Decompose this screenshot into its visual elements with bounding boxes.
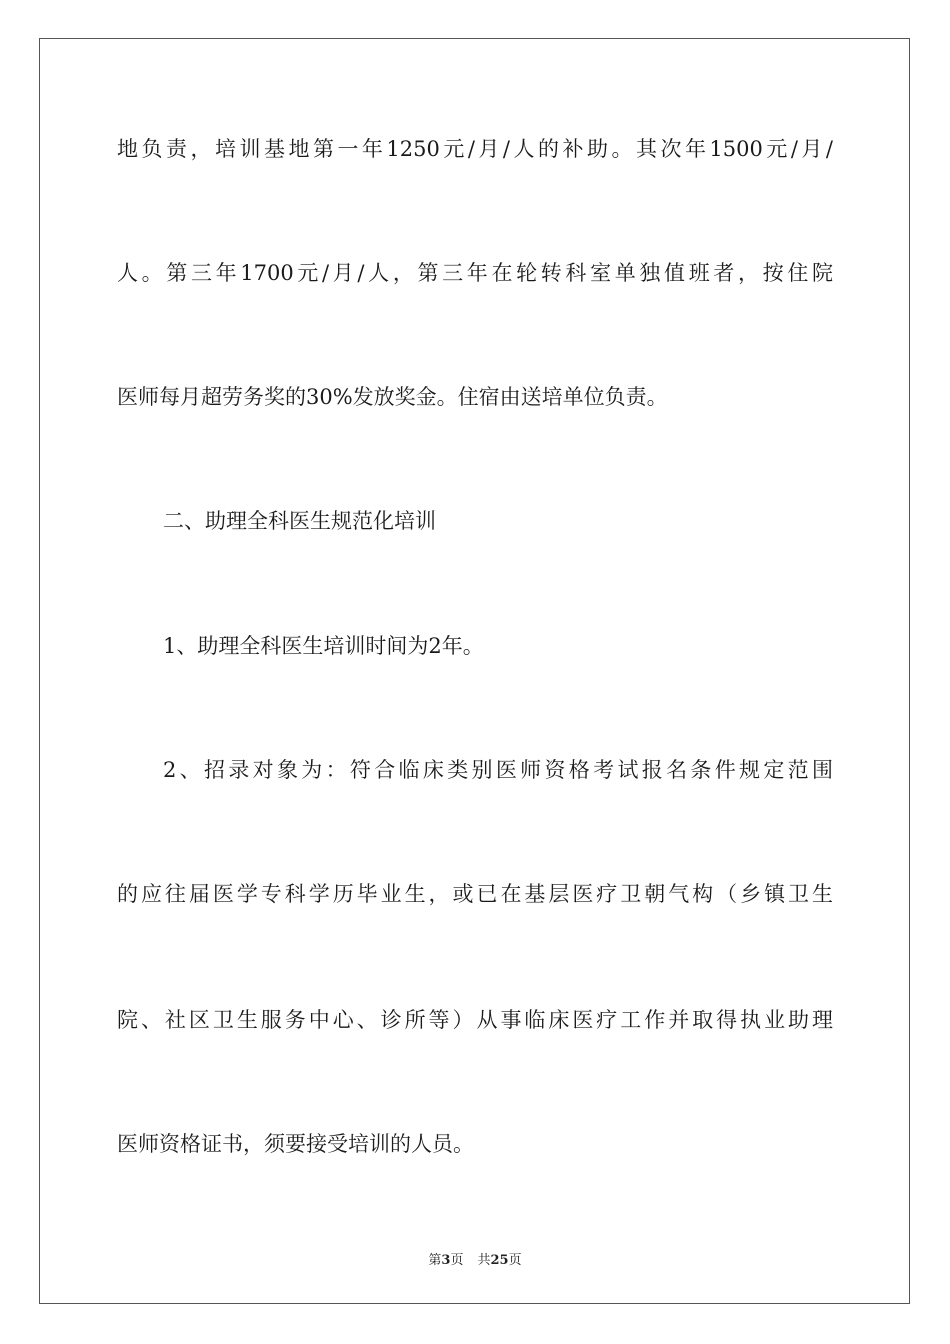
list-item-1: 1、助理全科医生培训时间为2年。 xyxy=(163,634,484,658)
total-suffix: 页 xyxy=(508,1253,522,1268)
page-border xyxy=(39,38,910,1304)
section-heading: 二、助理全科医生规范化培训 xyxy=(163,509,436,533)
body-line-1: 地负责，培训基地第一年1250元/月/人的补助。其次年1500元/月/ xyxy=(117,137,833,161)
page-footer xyxy=(0,1249,950,1268)
body-line-8: 院、社区卫生服务中心、诊所等）从事临床医疗工作并取得执业助理 xyxy=(117,1008,833,1032)
total-pages: 25 xyxy=(490,1253,509,1268)
page-prefix: 第 xyxy=(428,1253,442,1268)
list-item-2: 2、招录对象为：符合临床类别医师资格考试报名条件规定范围 xyxy=(163,758,833,782)
page-suffix: 页 xyxy=(450,1253,464,1268)
body-line-3: 医师每月超劳务奖的30%发放奖金。住宿由送培单位负责。 xyxy=(117,385,668,409)
body-line-2: 人。第三年1700元/月/人，第三年在轮转科室单独值班者，按住院 xyxy=(117,261,833,285)
body-line-7: 的应往届医学专科学历毕业生，或已在基层医疗卫朝气构（乡镇卫生 xyxy=(117,882,833,906)
total-prefix: 共 xyxy=(477,1253,491,1268)
page-current: 3 xyxy=(441,1253,451,1268)
body-line-9: 医师资格证书，须要接受培训的人员。 xyxy=(117,1132,474,1156)
